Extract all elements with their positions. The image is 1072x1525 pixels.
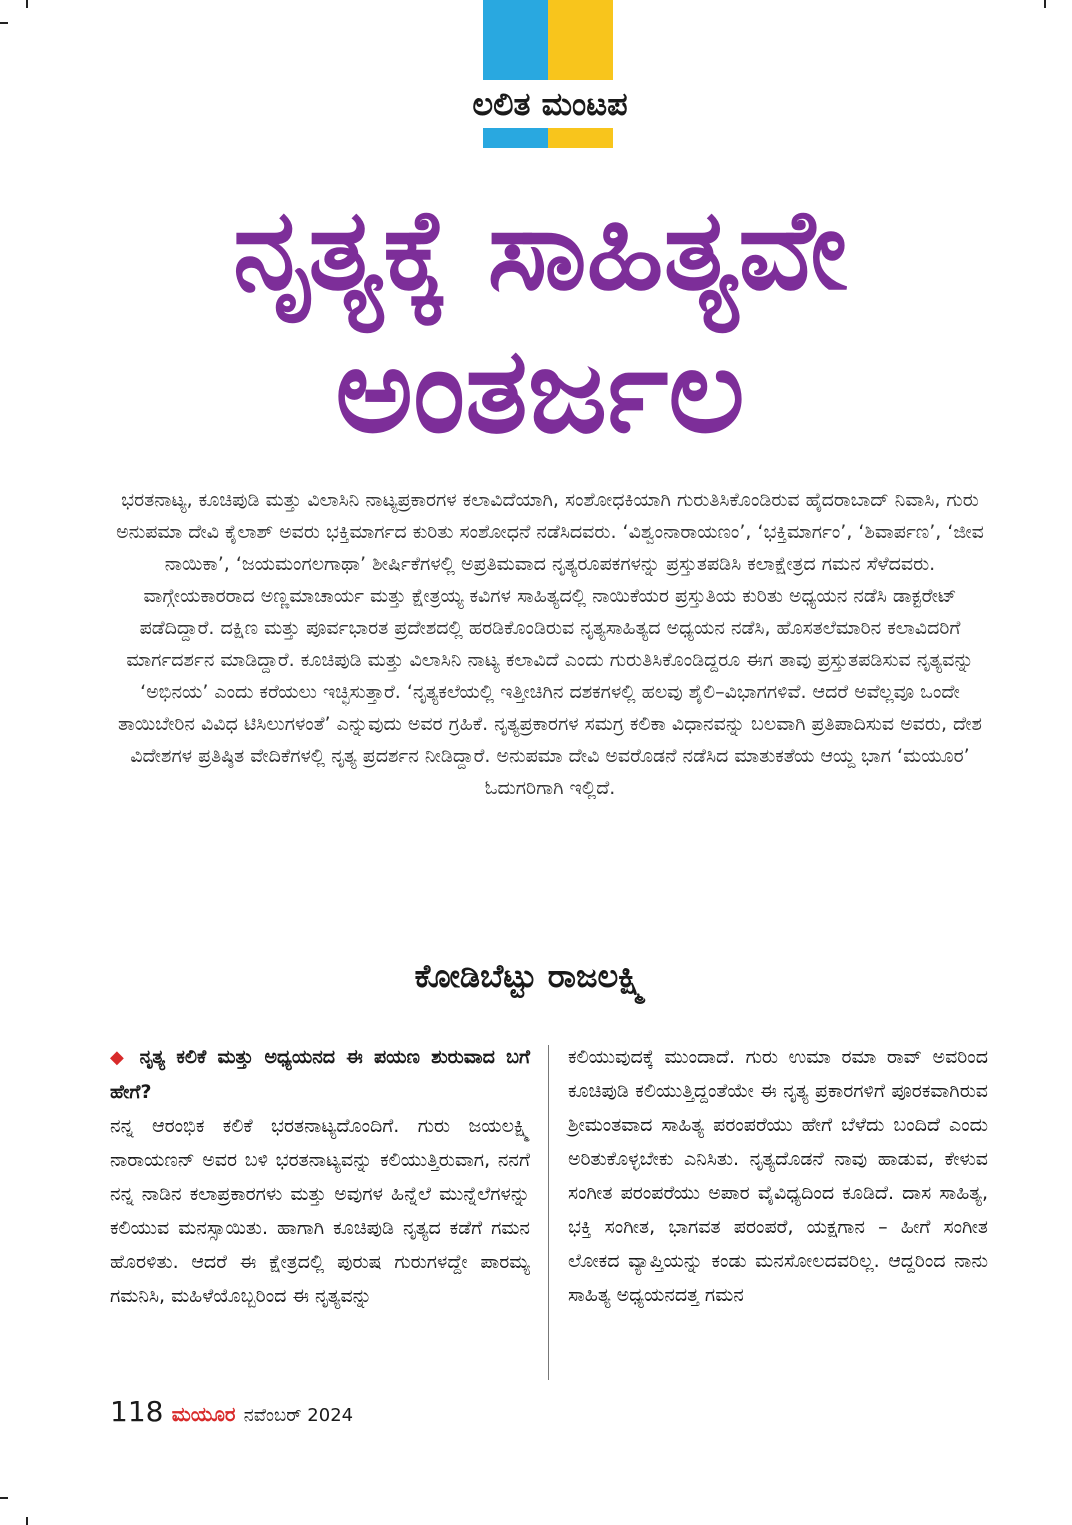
logo-blue-strip	[483, 128, 548, 148]
interview-question	[110, 1040, 530, 1109]
crop-mark	[1044, 0, 1046, 8]
column-divider	[548, 1045, 549, 1380]
headline-line-2: ಅಂತರ್ಜಲ	[335, 321, 745, 459]
section-label: ಲಲಿತ ಮಂಟಪ	[420, 80, 680, 128]
headline-line-1: ನೃತ್ಯಕ್ಕೆ ಸಾಹಿತ್ಯವೇ	[232, 185, 848, 315]
logo-yellow-bar	[548, 0, 613, 80]
magazine-name: ಮಯೂರ	[171, 1402, 236, 1426]
answer-text-left: ನನ್ನ ಆರಂಭಿಕ ಕಲಿಕೆ ಭರತನಾಟ್ಯದೊಂದಿಗೆ. ಗುರು ಜಯಲಕ್ಷ್ಮಿ ನಾರಾಯಣನ್ ಅವರ ಬಳಿ ಭರತನಾಟ್ಯವನ್ನು ಕಲಿಯುತ್ತಿರುವಾಗ, ನನಗೆ ನನ್ನ ನಾಡಿನ ಕಲಾಪ್ರಕಾರಗಳು ಮತ್ತು ಅವುಗಳ ಹಿನ್ನೆಲೆ ಮುನ್ನೆಲೆಗಳನ್ನು ಕಲಿಯುವ ಮನಸ್ಸಾಯಿತು. ಹಾಗಾಗಿ ಕೂಚಿಪುಡಿ ನೃತ್ಯದ ಕಡೆಗೆ ಗಮನ ಹೊರಳಿತು. ಆದರೆ ಈ ಕ್ಷೇತ್ರದಲ್ಲಿ ಪುರುಷ ಗುರುಗಳದ್ದೇ ಪಾರಮ್ಯ ಗಮನಿಸಿ, ಮಹಿಳೆಯೊಬ್ಬರಿಂದ ಈ ನೃತ್ಯವನ್ನು	[110, 1115, 530, 1307]
question-text: ನೃತ್ಯ ಕಲಿಕೆ ಮತ್ತು ಅಧ್ಯಯನದ ಈ ಪಯಣ ಶುರುವಾದ ಬಗೆ ಹೇಗೆ?	[110, 1046, 531, 1103]
diamond-bullet-icon: ◆	[110, 1047, 129, 1068]
logo-blue-bar	[483, 0, 548, 80]
article-column-right	[568, 1040, 988, 1312]
headline	[60, 180, 1020, 460]
page-footer	[110, 1390, 353, 1434]
author-byline: ಕೋಡಿಬೆಟ್ಟು ರಾಜಲಕ್ಷ್ಮಿ	[414, 957, 646, 995]
logo-yellow-strip	[548, 128, 613, 148]
intro-paragraph: ಭರತನಾಟ್ಯ, ಕೂಚಿಪುಡಿ ಮತ್ತು ವಿಲಾಸಿನಿ ನಾಟ್ಯಪ್ರಕಾರಗಳ ಕಲಾವಿದೆಯಾಗಿ, ಸಂಶೋಧಕಿಯಾಗಿ ಗುರುತಿಸಿಕೊಂಡಿರುವ ಹೈದರಾಬಾದ್ ನಿವಾಸಿ, ಗುರು ಅನುಪಮಾ ದೇವಿ ಕೈಲಾಶ್ ಅವರು ಭಕ್ತಿಮಾರ್ಗದ ಕುರಿತು ಸಂಶೋಧನೆ ನಡೆಸಿದವರು. ‘ವಿಶ್ವಂನಾರಾಯಣಂ’, ‘ಭಕ್ತಿಮಾರ್ಗಂ’, ‘ಶಿವಾರ್ಪಣ’, ‘ಜೀವ ನಾಯಿಕಾ’, ‘ಜಯಮಂಗಲಗಾಥಾ’ ಶೀರ್ಷಿಕೆಗಳಲ್ಲಿ ಅಪ್ರತಿಮವಾದ ನೃತ್ಯರೂಪಕಗಳನ್ನು ಪ್ರಸ್ತುತಪಡಿಸಿ ಕಲಾಕ್ಷೇತ್ರದ ಗಮನ ಸೆಳೆದವರು. ವಾಗ್ಗೇಯಕಾರರಾದ ಅಣ್ಣಮಾಚಾರ್ಯ ಮತ್ತು ಕ್ಷೇತ್ರಯ್ಯ ಕವಿಗಳ ಸಾಹಿತ್ಯದಲ್ಲಿ ನಾಯಿಕೆಯರ ಪ್ರಸ್ತುತಿಯ ಕುರಿತು ಅಧ್ಯಯನ ನಡೆಸಿ ಡಾಕ್ಟರೇಟ್ ಪಡೆದಿದ್ದಾರೆ. ದಕ್ಷಿಣ ಮತ್ತು ಪೂರ್ವಭಾರತ ಪ್ರದೇಶದಲ್ಲಿ ಹರಡಿಕೊಂಡಿರುವ ನೃತ್ಯಸಾಹಿತ್ಯದ ಅಧ್ಯಯನ ನಡೆಸಿ, ಹೊಸತಲೆಮಾರಿನ ಕಲಾವಿದರಿಗೆ ಮಾರ್ಗದರ್ಶನ ಮಾಡಿದ್ದಾರೆ. ಕೂಚಿಪುಡಿ ಮತ್ತು ವಿಲಾಸಿನಿ ನಾಟ್ಯ ಕಲಾವಿದೆ ಎಂದು ಗುರುತಿಸಿಕೊಂಡಿದ್ದರೂ ಈಗ ತಾವು ಪ್ರಸ್ತುತಪಡಿಸುವ ನೃತ್ಯವನ್ನು ‘ಅಭಿನಯ’ ಎಂದು ಕರೆಯಲು ಇಚ್ಛಿಸುತ್ತಾರೆ. ‘ನೃತ್ಯಕಲೆಯಲ್ಲಿ ಇತ್ತೀಚಿಗಿನ ದಶಕಗಳಲ್ಲಿ ಹಲವು ಶೈಲಿ–ವಿಭಾಗಗಳಿವೆ. ಆದರೆ ಅವೆಲ್ಲವೂ ಒಂದೇ ತಾಯಿಬೇರಿನ ವಿವಿಧ ಟಿಸಿಲುಗಳಂತೆ’ ಎನ್ನುವುದು ಅವರ ಗ್ರಹಿಕೆ. ನೃತ್ಯಪ್ರಕಾರಗಳ ಸಮಗ್ರ ಕಲಿಕಾ ವಿಧಾನವನ್ನು ಬಲವಾಗಿ ಪ್ರತಿಪಾದಿಸುವ ಅವರು, ದೇಶ ವಿದೇಶಗಳ ಪ್ರತಿಷ್ಠಿತ ವೇದಿಕೆಗಳಲ್ಲಿ ನೃತ್ಯ ಪ್ರದರ್ಶನ ನೀಡಿದ್ದಾರೆ. ಅನುಪಮಾ ದೇವಿ ಅವರೊಡನೆ ನಡೆಸಿದ ಮಾತುಕತೆಯ ಆಯ್ದ ಭಾಗ ‘ಮಯೂರ’ ಓದುಗರಿಗಾಗಿ ಇಲ್ಲಿದೆ.	[116, 489, 984, 799]
crop-mark	[26, 0, 28, 8]
answer-text-right: ಕಲಿಯುವುದಕ್ಕೆ ಮುಂದಾದೆ. ಗುರು ಉಮಾ ರಮಾ ರಾವ್ ಅವರಿಂದ ಕೂಚಿಪುಡಿ ಕಲಿಯುತ್ತಿದ್ದಂತೆಯೇ ಈ ನೃತ್ಯ ಪ್ರಕಾರಗಳಿಗೆ ಪೂರಕವಾಗಿರುವ ಶ್ರೀಮಂತವಾದ ಸಾಹಿತ್ಯ ಪರಂಪರೆಯು ಹೇಗೆ ಬೆಳೆದು ಬಂದಿದೆ ಎಂದು ಅರಿತುಕೊಳ್ಳಬೇಕು ಎನಿಸಿತು. ನೃತ್ಯದೊಡನೆ ನಾವು ಹಾಡುವ, ಕೇಳುವ ಸಂಗೀತ ಪರಂಪರೆಯು ಅಪಾರ ವೈವಿಧ್ಯದಿಂದ ಕೂಡಿದೆ. ದಾಸ ಸಾಹಿತ್ಯ, ಭಕ್ತಿ ಸಂಗೀತ, ಭಾಗವತ ಪರಂಪರೆ, ಯಕ್ಷಗಾನ – ಹೀಗೆ ಸಂಗೀತ ಲೋಕದ ವ್ಯಾಪ್ತಿಯನ್ನು ಕಂಡು ಮನಸೋಲದವರಿಲ್ಲ. ಆದ್ದರಿಂದ ನಾನು ಸಾಹಿತ್ಯ ಅಧ್ಯಯನದತ್ತ ಗಮನ	[568, 1046, 988, 1306]
crop-mark	[26, 1517, 28, 1525]
page-number: 118	[110, 1395, 164, 1428]
article-column-left	[110, 1040, 530, 1313]
issue-date: ನವೆಂಬರ್ 2024	[243, 1405, 354, 1426]
crop-mark	[0, 22, 8, 24]
crop-mark	[0, 1497, 8, 1499]
